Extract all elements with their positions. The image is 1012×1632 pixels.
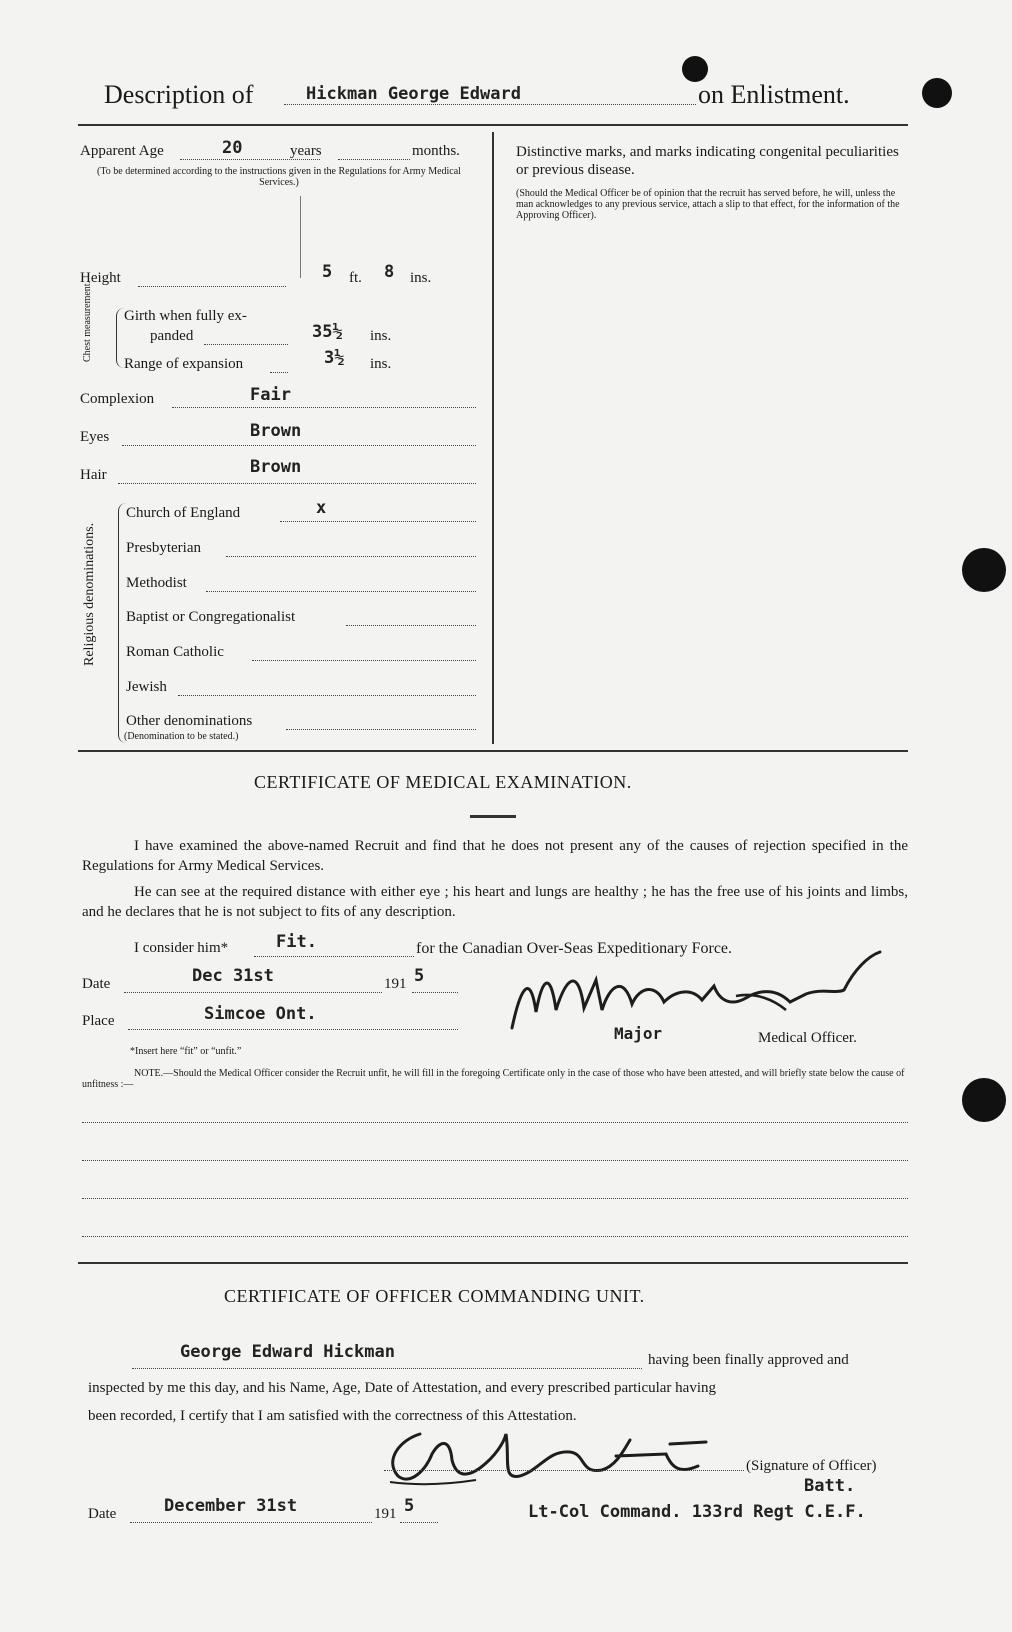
commanding-date-label: Date [88,1506,117,1522]
ins-label: ins. [410,270,432,286]
unfitness-line [82,1160,908,1161]
medical-para2: He can see at the required distance with either eye ; his heart and lungs are healthy ; he has the free use of his joints and limbs, and he declares that he is not subject to fits of any description. [82,884,908,920]
girth-label-1: Girth when fully ex- [124,308,247,324]
ft-label: ft. [349,270,362,286]
girth-value: 35½ [312,322,343,342]
medical-place-value: Simcoe Ont. [204,1004,317,1024]
hair-value: Brown [250,457,302,477]
unfitness-line [82,1236,908,1237]
marks-label: Distinctive marks, and marks indicating congenital peculiarities or previous disease. [516,144,899,178]
medical-date-value: Dec 31st [192,966,274,986]
eyes-label: Eyes [80,429,110,445]
height-label: Height [80,270,121,286]
range-label: Range of expansion [124,356,244,372]
page-title [104,80,253,110]
commanding-name-value: George Edward Hickman [180,1342,395,1362]
medical-year-prefix: 191 [384,976,407,992]
years-label: years [290,143,322,159]
medical-note: NOTE.—Should the Medical Officer consider the Recruit unfit, he will fill in the foregoing Certificate only in the case of those who have been attested, and will briefly state below the cause of unfitness :— [82,1068,905,1090]
other-note: (Denomination to be stated.) [124,731,239,742]
consider-suffix: for the Canadian Over-Seas Expeditionary Force. [416,940,733,957]
age-value: 20 [222,138,243,158]
unfitness-line [82,1122,908,1123]
punch-hole [962,1078,1006,1122]
religion-church-of-england: Church of England [126,505,241,521]
medical-year-digit: 5 [414,966,425,986]
commanding-year-digit: 5 [404,1496,415,1516]
commanding-unit-value: Lt-Col Command. 133rd Regt C.E.F. [528,1502,866,1522]
range-value: 3½ [324,348,345,368]
commanding-heading: CERTIFICATE OF OFFICER COMMANDING UNIT. [224,1286,645,1306]
commanding-line3: been recorded, I certify that I am satisfied with the correctness of this Attestation. [88,1408,577,1424]
girth-label-2: panded [150,328,194,344]
column-divider [492,132,494,744]
commanding-line1-suffix: having been finally approved and [648,1352,849,1368]
commanding-officer-signature [380,1420,740,1490]
religion-jewish: Jewish [126,679,167,695]
consider-value: Fit. [276,932,317,952]
height-in-value: 8 [384,262,395,282]
insert-note: *Insert here “fit” or “unfit.” [130,1046,242,1057]
religion-roman-catholic: Roman Catholic [126,644,224,660]
complexion-value: Fair [250,385,291,405]
religion-label: Religious denominations. [82,522,97,666]
top-rule [78,124,908,126]
title-prefix: Description of [104,80,254,109]
religion-baptist: Baptist or Congregationalist [126,609,296,625]
unfitness-line [82,1198,908,1199]
punch-hole [922,78,952,108]
religion-other: Other denominations [126,713,253,729]
medical-date-label: Date [82,976,111,992]
girth-unit: ins. [370,328,392,344]
range-unit: ins. [370,356,392,372]
medical-place-label: Place [82,1013,115,1029]
title-suffix: on Enlistment. [698,80,850,109]
hair-label: Hair [80,467,107,483]
officer-rank: Major [614,1024,663,1043]
commanding-line2: inspected by me this day, and his Name, Age, Date of Attestation, and every prescribed particular having [88,1380,717,1396]
height-ft-value: 5 [322,262,333,282]
age-note: (To be determined according to the instructions given in the Regulations for Army Medical Services.) [97,166,461,188]
religion-methodist: Methodist [126,575,187,591]
punch-hole [962,548,1006,592]
punch-hole [682,56,708,82]
age-label: Apparent Age [80,143,164,159]
chest-label: Chest measurement. [82,280,93,362]
months-label: months. [412,143,460,159]
section-rule [78,1262,908,1264]
religion-mark: x [316,498,327,518]
consider-prefix: I consider him* [134,940,229,956]
title-name: Hickman George Edward [306,84,521,104]
commanding-date-value: December 31st [164,1496,298,1516]
medical-officer-signature [506,950,906,1040]
marks-note: (Should the Medical Officer be of opinion that the recruit has served before, he will, unless the man acknowledges to any previous service, attach a slip to that effect, for the information of the Approving Officer). [516,188,900,221]
eyes-value: Brown [250,421,302,441]
complexion-label: Complexion [80,391,155,407]
section-rule [78,750,908,752]
medical-heading: CERTIFICATE OF MEDICAL EXAMINATION. [254,772,632,792]
officer-title: Medical Officer. [758,1030,857,1046]
medical-para1: I have examined the above-named Recruit and find that he does not present any of the causes of rejection specified in the Regulations for Army Medical Services. [82,838,908,874]
religion-presbyterian: Presbyterian [126,540,201,556]
signature-label: (Signature of Officer) [746,1458,877,1474]
unit-above: Batt. [804,1476,856,1496]
commanding-year-prefix: 191 [374,1506,397,1522]
